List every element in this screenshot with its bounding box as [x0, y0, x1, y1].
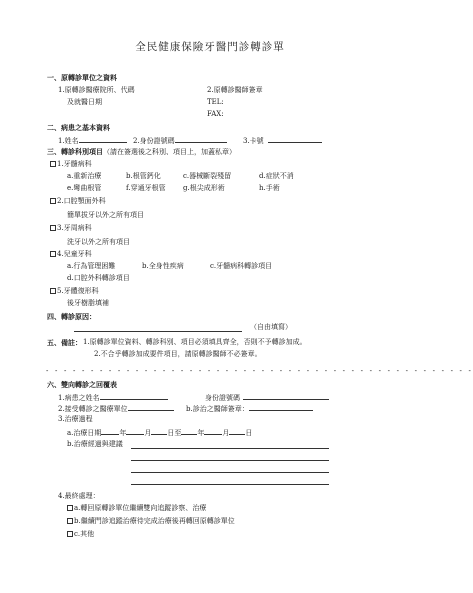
s6-final-b-label: b.繼續門診追蹤治療待完成治療後再轉回原轉診單位: [74, 517, 235, 525]
s6-day-to-label: 日至: [167, 429, 182, 437]
s6-final-a-checkbox[interactable]: [67, 505, 73, 511]
s1-fax-label: FAX:: [207, 110, 224, 118]
section3-heading: 三、轉診科別項目: [47, 147, 103, 156]
s6-name-row: [58, 392, 168, 403]
s6-id-row: [205, 392, 329, 403]
s6-final-c-label: c.其他: [74, 530, 95, 538]
s6-month2-label: 月: [222, 429, 230, 437]
s3-item4-label: 4.兒童牙科: [57, 250, 92, 258]
cut-line-divider: - - - - - - - - - - - - - - - - - - - - - - - - - - - - - - - - - - - - - - - - - - - - - - - -: [46, 367, 473, 375]
s6-year1-label: 年: [119, 429, 127, 437]
s3-i5-desc: 後牙樹脂填補: [67, 299, 109, 307]
s3-item2-row: [50, 197, 106, 206]
s3-item4-row: [50, 250, 92, 259]
s3-item1-checkbox[interactable]: [50, 161, 56, 167]
s6-final-a-row: [67, 504, 206, 513]
s6-doctor-row: [186, 403, 313, 414]
s3-i1-a: a.重新治療: [67, 172, 102, 180]
s6-id-field[interactable]: [243, 392, 329, 400]
s6-doctor-label: b.診治之醫師簽章：: [186, 405, 249, 413]
s2-card-field[interactable]: [268, 135, 322, 143]
s6-name-field[interactable]: [100, 392, 168, 400]
s2-card-row: [243, 135, 322, 146]
s6-final-c-row: [67, 530, 94, 539]
s3-item2-label: 2.口腔顎面外科: [57, 197, 106, 205]
s6-final-a-label: a.轉回原轉診單位繼續雙向追蹤診察、治療: [74, 504, 207, 512]
s3-item5-row: [50, 287, 99, 296]
s6-month2-field[interactable]: [204, 427, 222, 435]
s3-i1-e: e.彎曲根管: [67, 184, 102, 192]
s6-month1-field[interactable]: [126, 427, 144, 435]
s1-visit-date-label: 及就醫日期: [67, 98, 102, 106]
s6-hosp-field[interactable]: [128, 403, 174, 411]
s6-doctor-field[interactable]: [249, 403, 313, 411]
s1-referring-doctor-label: 2.原轉診醫師簽章: [207, 86, 263, 94]
s3-i1-c: c.器械斷裂殘留: [183, 172, 232, 180]
section1-heading: 一、原轉診單位之資料: [47, 73, 117, 82]
s3-i1-h: h.手術: [259, 184, 280, 192]
s6-day1-field[interactable]: [151, 427, 167, 435]
s4-reason-line[interactable]: [74, 331, 242, 332]
s6-result-label: b.治療經過與建議: [67, 440, 123, 448]
s6-process-label: 3.治療過程: [58, 415, 93, 423]
s5-note1: 1.原轉診單位資料、轉診科別、項目必須填具齊全，否則不予轉診加成。: [83, 338, 307, 346]
s3-i1-d: d.症狀不消: [259, 172, 294, 180]
s3-item4-checkbox[interactable]: [50, 251, 56, 257]
s3-i4-a: a.行為管理困難: [67, 262, 116, 270]
s3-item3-row: [50, 224, 92, 233]
s1-referring-clinic-label: 1.原轉診醫療院所、代碼: [58, 86, 135, 94]
s6-hosp-label: 2.接受轉診之醫療單位: [58, 405, 128, 413]
s3-i1-f: f.穿通牙根管: [126, 184, 166, 192]
s6-final-label: 4.最終處理：: [58, 492, 100, 500]
s3-i3-desc: 洗牙以外之所有項目: [67, 238, 130, 246]
s6-year2-label: 年: [197, 429, 205, 437]
s3-item3-checkbox[interactable]: [50, 225, 56, 231]
s6-result-line-1[interactable]: [131, 448, 329, 449]
s6-id-label: 身份證號碼: [205, 394, 240, 402]
s6-final-b-row: [67, 517, 235, 526]
s2-card-label: 3.卡號: [243, 137, 264, 145]
s6-month1-label: 月: [144, 429, 152, 437]
s3-i2-desc: 簡單拔牙以外之所有項目: [67, 211, 144, 219]
s3-i4-d: d.口腔外科轉診項目: [67, 274, 130, 282]
s6-final-b-checkbox[interactable]: [67, 518, 73, 524]
s6-year1-field[interactable]: [101, 427, 119, 435]
s3-item2-checkbox[interactable]: [50, 198, 56, 204]
s5-note2: 2.不合乎轉診加成要件項目，請原轉診醫師不必簽章。: [94, 350, 262, 358]
section2-heading: 二、病患之基本資料: [47, 123, 110, 132]
s3-i4-b: b.全身性疾病: [142, 262, 184, 270]
s6-day2-label: 日: [245, 429, 253, 437]
section4-heading: 四、轉診原因：: [47, 312, 96, 321]
section6-heading: 六、雙向轉診之回覆表: [47, 380, 117, 389]
s6-year2-field[interactable]: [181, 427, 197, 435]
s1-tel-label: TEL:: [207, 98, 224, 106]
s6-result-line-3[interactable]: [131, 472, 329, 473]
s3-i1-g: g.根尖成形術: [183, 184, 225, 192]
s6-name-label: 1.病患之姓名: [58, 394, 100, 402]
section3-heading-row: [47, 147, 236, 157]
form-title: 全民健康保險牙醫門診轉診單: [135, 41, 285, 53]
s6-date-row: [67, 427, 252, 438]
s6-day2-field[interactable]: [229, 427, 245, 435]
section5-heading: 五、備註：: [47, 338, 82, 347]
s3-i1-b: b.根管鈣化: [126, 172, 161, 180]
s3-item1-label: 1.牙髓病科: [57, 160, 92, 168]
s2-id-label: 2.身份證號碼: [133, 137, 175, 145]
section3-note: （請在簽選後之科別、項目上，加蓋私章）: [103, 148, 236, 156]
s6-hosp-row: [58, 403, 174, 414]
s2-name-row: [58, 135, 127, 146]
s2-name-field[interactable]: [79, 135, 127, 143]
s3-item5-label: 5.牙體復形科: [57, 287, 99, 295]
s2-id-field[interactable]: [175, 135, 227, 143]
s6-date-prefix: a.治療日期: [67, 429, 102, 437]
s2-id-row: [133, 135, 227, 146]
s6-final-c-checkbox[interactable]: [67, 531, 73, 537]
s4-note: （自由填寫）: [250, 323, 292, 331]
s6-result-line-4[interactable]: [131, 484, 329, 485]
s3-item1-row: [50, 160, 92, 169]
s2-name-label: 1.姓名: [58, 137, 79, 145]
s3-item5-checkbox[interactable]: [50, 288, 56, 294]
s3-i4-c: c.牙髓病科轉診項目: [210, 262, 273, 270]
s3-item3-label: 3.牙周病科: [57, 224, 92, 232]
s6-result-line-2[interactable]: [131, 460, 329, 461]
